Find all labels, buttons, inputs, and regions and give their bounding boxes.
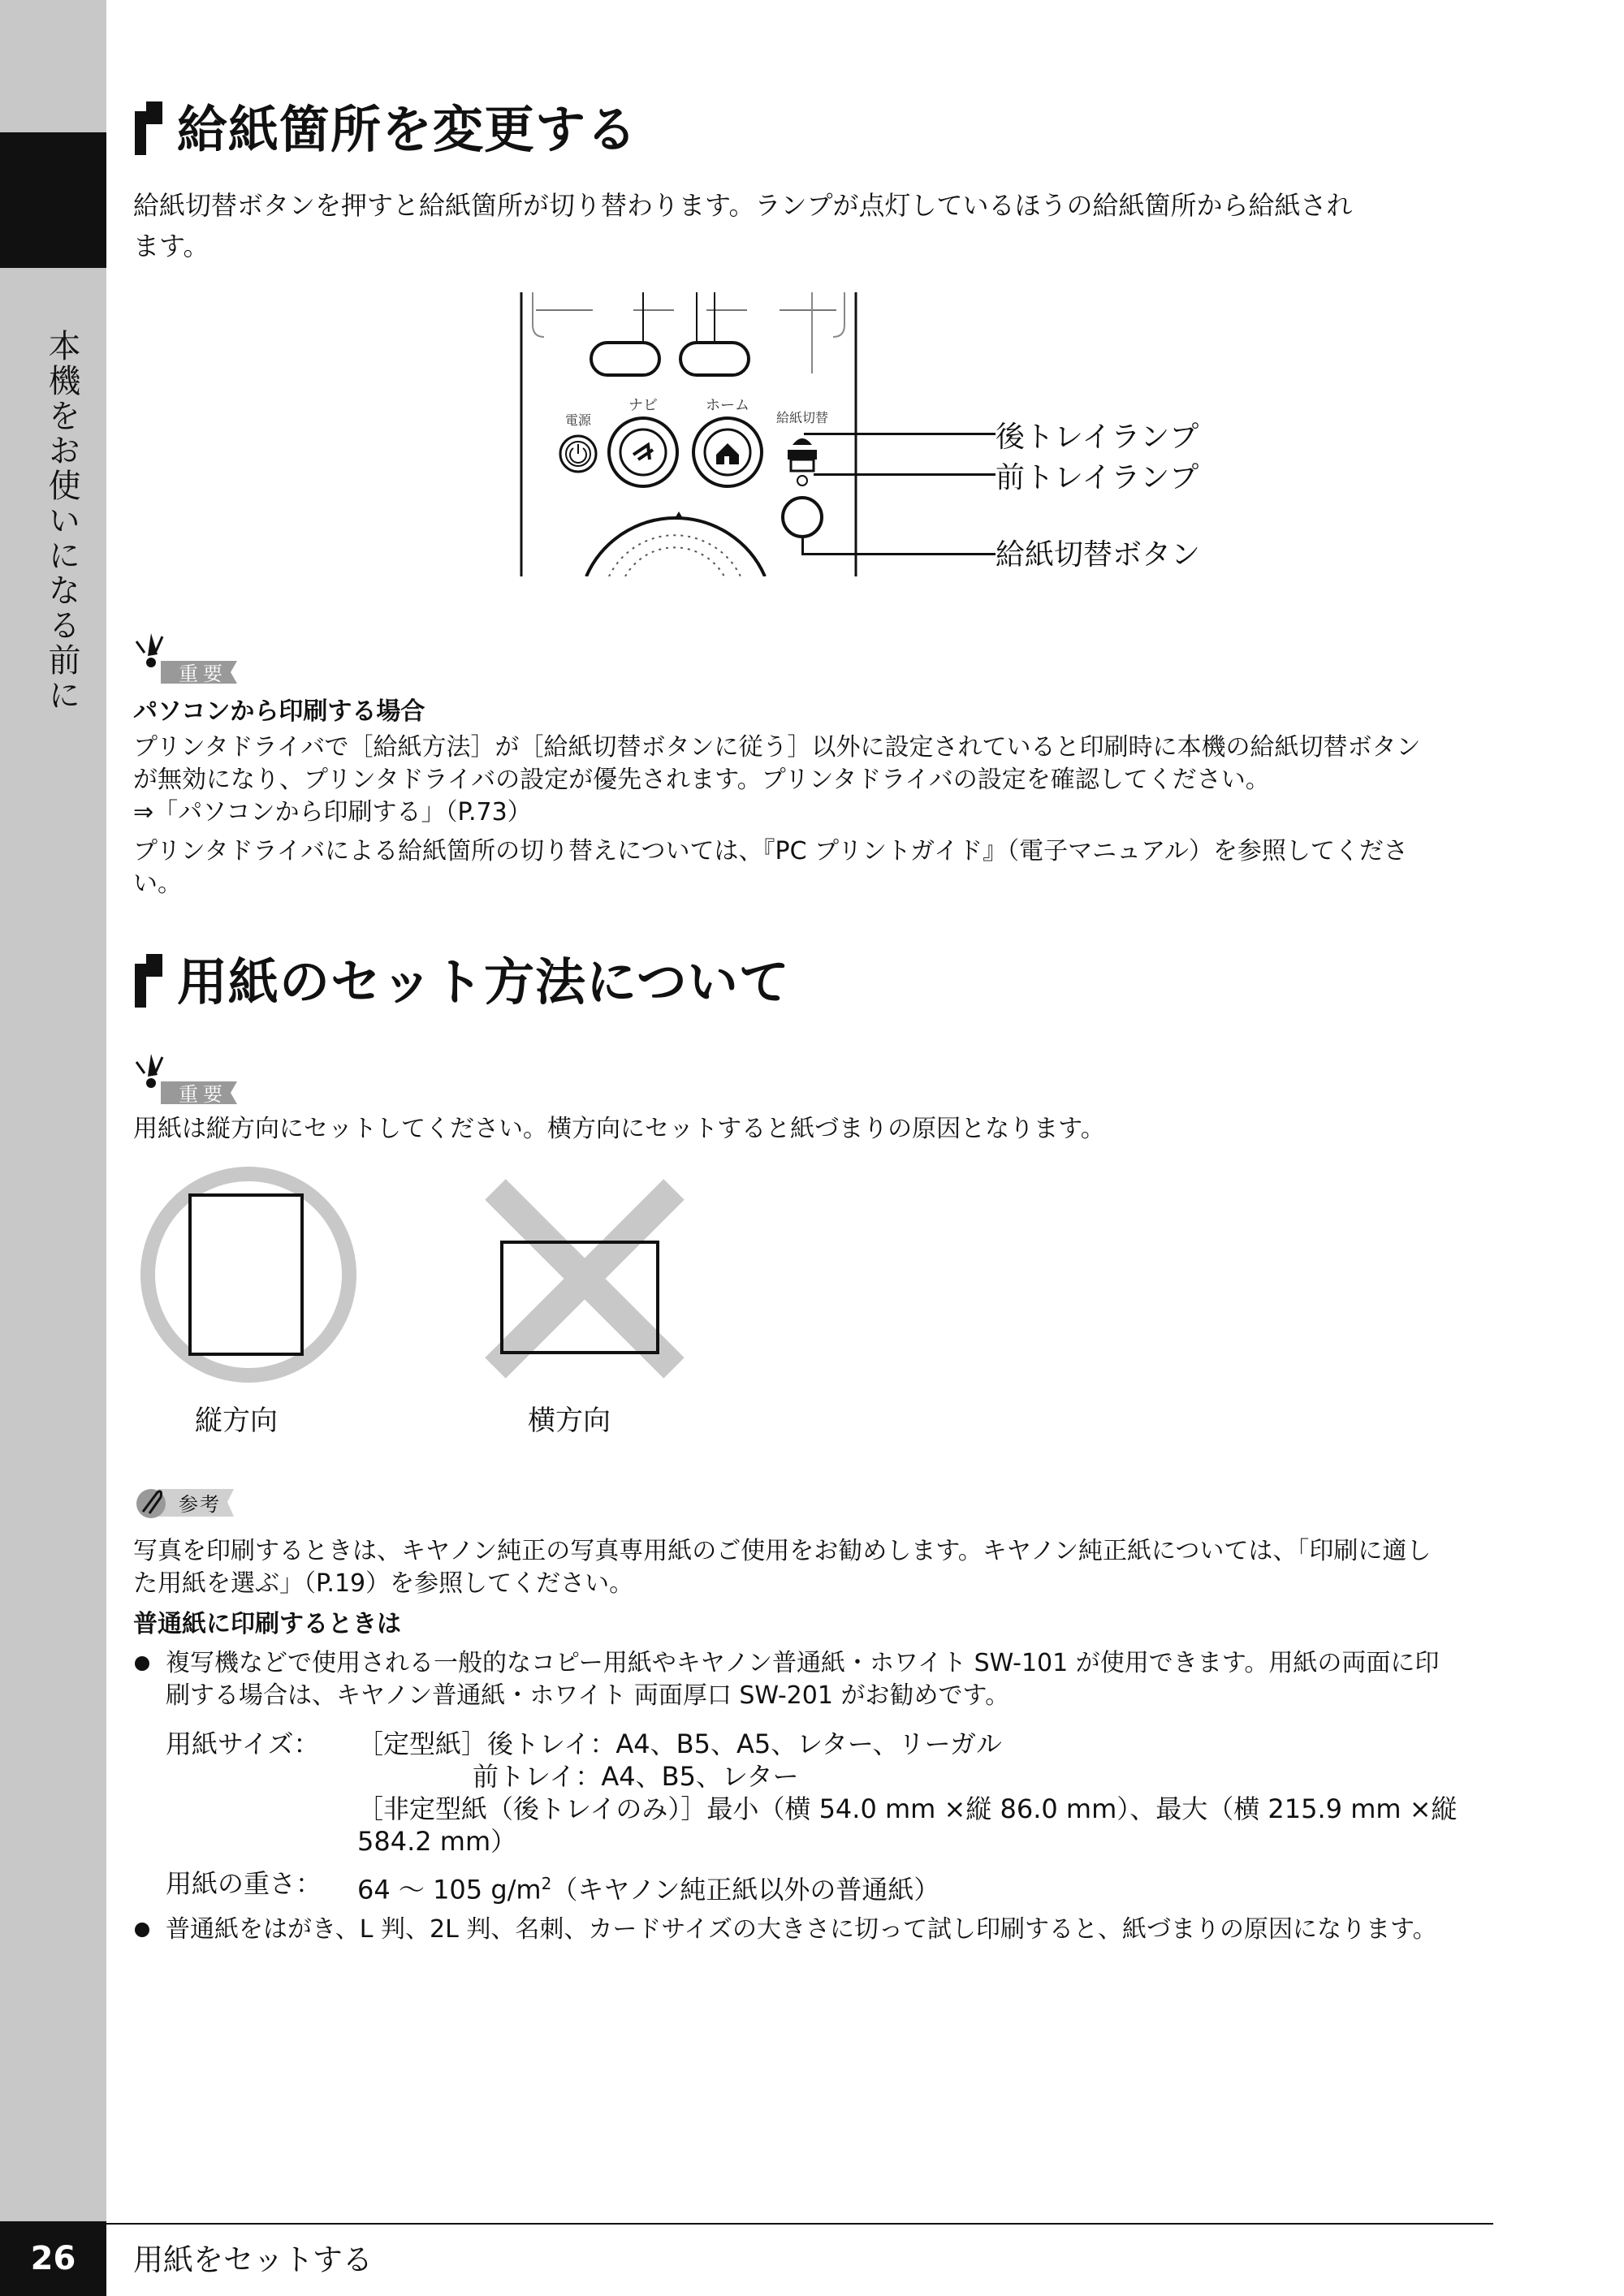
paper-weight-value: 64 ～ 105 $g/m^2$（キヤノン純正紙以外の普通紙）: [357, 1874, 940, 1905]
section-title: 給紙箇所を変更する: [177, 100, 638, 159]
paper-size-label: 用紙サイズ：: [166, 1728, 320, 1759]
reference-badge-icon: [133, 1484, 239, 1525]
important-label: 重要: [179, 1083, 227, 1106]
important-line-5: い。: [133, 870, 182, 898]
callout-line-front-lamp: [814, 473, 996, 476]
bullet-1-line-1: 複写機などで使用される一般的なコピー用紙やキヤノン普通紙・ホワイト SW-101 が使用できます。用紙の両面に印: [166, 1649, 1440, 1677]
panel-label-navi: ナビ: [628, 397, 658, 414]
important-text: 用紙は縦方向にセットしてください。横方向にセットすると紙づまりの原因となります。: [133, 1115, 1105, 1143]
bullet-1-line-2: 刷する場合は、キヤノン普通紙・ホワイト 両面厚口 SW-201 がお勧めです。: [166, 1681, 1010, 1710]
paper-size-line-3: ［非定型紙（後トレイのみ）］最小（横 54.0 mm ×縦 86.0 mm）、最大（横 215.9 mm ×縦: [357, 1793, 1458, 1824]
callout-feed-button: 給紙切替ボタン: [996, 538, 1201, 572]
paper-size-line-2: 前トレイ：A4、B5、レター: [473, 1761, 799, 1792]
callout-rear-lamp: 後トレイランプ: [996, 421, 1199, 454]
landscape-caption: 横方向: [528, 1405, 611, 1437]
panel-label-power: 電源: [564, 412, 592, 428]
important-badge-icon: [135, 1054, 248, 1106]
bullet-2: 普通紙をはがき、L 判、2L 判、名刺、カードサイズの大きさに切って試し印刷すると、紙づまりの原因になります。: [166, 1915, 1437, 1944]
paper-weight-label: 用紙の重さ：: [166, 1868, 322, 1899]
landscape-ng-illustration: [471, 1173, 698, 1392]
bullet-icon: [135, 1923, 149, 1937]
footer-rule: [106, 2223, 1493, 2225]
sidebar-tab-marker: [0, 132, 106, 268]
page-number: 26: [0, 2221, 106, 2296]
intro-line-2: ます。: [133, 231, 209, 261]
reference-line-1: 写真を印刷するときは、キヤノン純正の写真専用紙のご使用をお勧めします。キヤノン純正紙については、「印刷に適し: [133, 1537, 1432, 1565]
intro-line-1: 給紙切替ボタンを押すと給紙箇所が切り替わります。ランプが点灯しているほうの給紙箇所から給紙され: [133, 190, 1353, 221]
paper-size-line-4: 584.2 mm）: [357, 1826, 517, 1857]
heading-marker-icon: [135, 954, 162, 1008]
section-title: 用紙のセット方法について: [177, 952, 790, 1012]
callout-line-rear-lamp: [804, 433, 996, 435]
important-heading: パソコンから印刷する場合: [133, 697, 425, 726]
portrait-ok-illustration: [135, 1161, 362, 1388]
plain-paper-heading: 普通紙に印刷するときは: [133, 1610, 401, 1638]
panel-label-home: ホーム: [706, 397, 749, 414]
heading-marker-icon: [135, 101, 162, 155]
important-line-2: が無効になり、プリンタドライバの設定が優先されます。プリンタドライバの設定を確認してください。: [133, 766, 1270, 794]
important-line-3: ⇒「パソコンから印刷する」（P.73）: [133, 798, 532, 826]
callout-line-feed-button: [801, 553, 996, 555]
bullet-icon: [135, 1656, 149, 1671]
important-label: 重要: [179, 662, 227, 685]
callout-front-lamp: 前トレイランプ: [996, 461, 1199, 494]
reference-label: 参考: [179, 1493, 221, 1516]
important-badge-icon: [135, 633, 248, 685]
panel-label-feed-switch: 給紙切替: [775, 410, 829, 425]
paper-size-line-1: ［定型紙］後トレイ：A4、B5、A5、レター、リーガル: [357, 1728, 1003, 1759]
important-line-1: プリンタドライバで［給紙方法］が［給紙切替ボタンに従う］以外に設定されていると印刷時に本機の給紙切替ボタン: [133, 733, 1421, 762]
footer-chapter: 用紙をセットする: [133, 2242, 373, 2277]
reference-line-2: た用紙を選ぶ」（P.19）を参照してください。: [133, 1569, 634, 1598]
portrait-caption: 縦方向: [195, 1405, 278, 1437]
important-line-4: プリンタドライバによる給紙箇所の切り替えについては、『PC プリントガイド』（電子マニュアル）を参照してくださ: [133, 837, 1408, 865]
sidebar-section-label: 本機をお使いになる前に: [43, 329, 80, 713]
